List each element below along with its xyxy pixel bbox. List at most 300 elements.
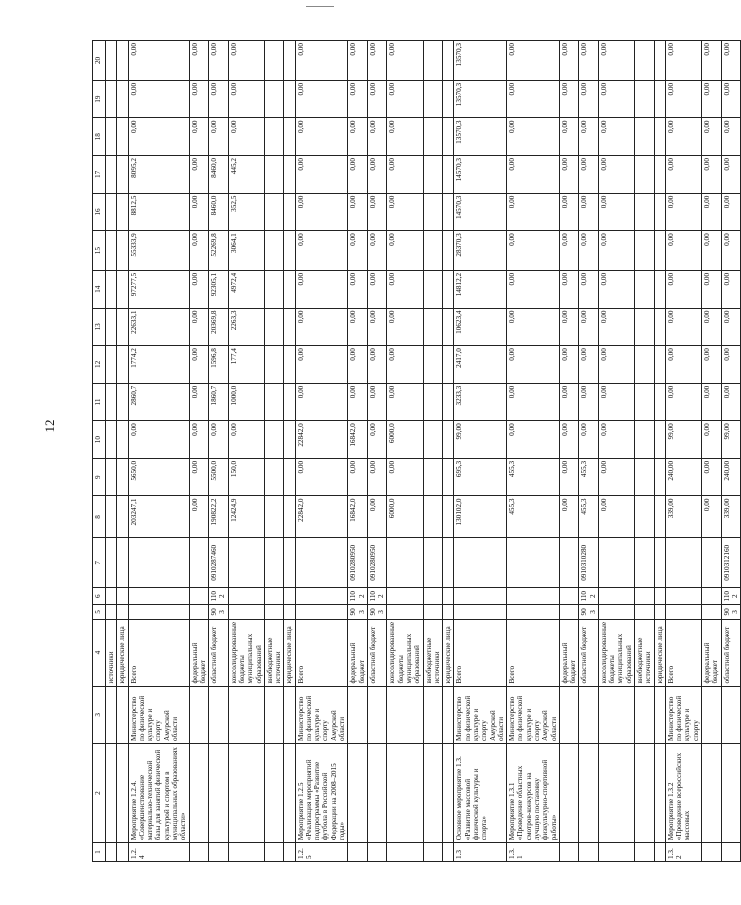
value-cell-col-17: 8460,0 xyxy=(209,156,229,194)
header-cell-5: 5 xyxy=(93,605,106,620)
header-cell-18: 18 xyxy=(93,118,106,156)
value-cell-col-19: 0,00 xyxy=(189,80,209,118)
cell-col-1 xyxy=(117,843,128,862)
cell-col-5: 903 xyxy=(367,605,387,620)
value-cell-col-10: 0,00 xyxy=(579,421,599,459)
cell-col-7 xyxy=(702,538,722,588)
cell-col-1 xyxy=(228,843,264,862)
cell-col-7 xyxy=(228,538,264,588)
table-row xyxy=(117,41,128,862)
value-cell-col-15: 0,00 xyxy=(665,231,701,271)
cell-col-1 xyxy=(264,843,284,862)
table-row xyxy=(106,41,117,862)
cell-col-2 xyxy=(106,743,117,842)
value-cell-col-18: 0,00 xyxy=(228,118,264,156)
value-cell-col-8: 0,00 xyxy=(367,496,387,538)
cell-col-5 xyxy=(284,605,295,620)
cell-col-2 xyxy=(443,743,454,842)
cell-col-5 xyxy=(559,605,579,620)
table-row xyxy=(598,41,634,862)
cell-col-7 xyxy=(295,538,348,588)
value-cell-col-10: 0,00 xyxy=(559,421,579,459)
header-cell-11: 11 xyxy=(93,383,106,421)
cell-col-2: Мероприятие 1.3.2 «Проведение всероссийских массовых xyxy=(665,743,701,842)
value-cell-col-14: 0,00 xyxy=(348,270,368,308)
value-cell-col-11: 0,00 xyxy=(721,383,741,421)
value-cell-col-14: 0,00 xyxy=(367,270,387,308)
value-cell-col-12: 0,00 xyxy=(702,346,722,384)
cell-col-7 xyxy=(117,538,128,588)
cell-col-4: внебюджетные источники xyxy=(264,619,284,686)
value-cell-col-17: 445,2 xyxy=(228,156,264,194)
value-cell-col-14: 0,00 xyxy=(295,270,348,308)
value-cell-col-14 xyxy=(635,270,655,308)
value-cell-col-12: 0,00 xyxy=(665,346,701,384)
value-cell-col-17 xyxy=(264,156,284,194)
cell-col-5 xyxy=(117,605,128,620)
value-cell-col-8: 22842,0 xyxy=(295,496,348,538)
value-cell-col-15: 0,00 xyxy=(507,231,560,271)
value-cell-col-13 xyxy=(654,308,665,346)
cell-col-3 xyxy=(228,686,264,743)
value-cell-col-15: 55333,9 xyxy=(128,231,189,271)
cell-col-3 xyxy=(189,686,209,743)
cell-col-7 xyxy=(443,538,454,588)
cell-col-5 xyxy=(507,605,560,620)
value-cell-col-20 xyxy=(654,41,665,81)
cell-col-4: юридические лица xyxy=(284,619,295,686)
value-cell-col-10: 16842,0 xyxy=(348,421,368,459)
cell-col-2 xyxy=(559,743,579,842)
cell-col-3 xyxy=(702,686,722,743)
value-cell-col-13: 20369,8 xyxy=(209,308,229,346)
value-cell-col-14: 0,00 xyxy=(559,270,579,308)
table-row xyxy=(228,41,264,862)
value-cell-col-19: 0,00 xyxy=(295,80,348,118)
value-cell-col-20: 0,00 xyxy=(367,41,387,81)
value-cell-col-20: 0,00 xyxy=(228,41,264,81)
value-cell-col-11: 2860,7 xyxy=(128,383,189,421)
page-number: 12 xyxy=(42,419,57,433)
cell-col-6 xyxy=(454,588,507,605)
value-cell-col-10 xyxy=(264,421,284,459)
table-row xyxy=(454,41,507,862)
value-cell-col-12: 0,00 xyxy=(598,346,634,384)
value-cell-col-19 xyxy=(284,80,295,118)
value-cell-col-16: 352,5 xyxy=(228,193,264,231)
value-cell-col-13: 0,00 xyxy=(348,308,368,346)
cell-col-1 xyxy=(635,843,655,862)
value-cell-col-12: 2417,0 xyxy=(454,346,507,384)
value-cell-col-18 xyxy=(635,118,655,156)
value-cell-col-19: 0,00 xyxy=(367,80,387,118)
value-cell-col-14 xyxy=(117,270,128,308)
value-cell-col-9 xyxy=(117,458,128,496)
value-cell-col-15: 0,00 xyxy=(598,231,634,271)
cell-col-2 xyxy=(209,743,229,842)
cell-col-6 xyxy=(106,588,117,605)
value-cell-col-8 xyxy=(264,496,284,538)
value-cell-col-18 xyxy=(423,118,443,156)
header-cell-15: 15 xyxy=(93,231,106,271)
value-cell-col-12: 177,4 xyxy=(228,346,264,384)
cell-col-4: областной бюджет xyxy=(209,619,229,686)
value-cell-col-17: 0,00 xyxy=(387,156,423,194)
header-cell-4: 4 xyxy=(93,619,106,686)
value-cell-col-17: 0,00 xyxy=(702,156,722,194)
cell-col-5 xyxy=(106,605,117,620)
cell-col-6: 1102 xyxy=(367,588,387,605)
table-row xyxy=(579,41,599,862)
value-cell-col-19 xyxy=(635,80,655,118)
table-row xyxy=(702,41,722,862)
value-cell-col-20: 0,00 xyxy=(598,41,634,81)
value-cell-col-12 xyxy=(443,346,454,384)
value-cell-col-20: 0,00 xyxy=(348,41,368,81)
cell-col-7 xyxy=(559,538,579,588)
value-cell-col-11 xyxy=(654,383,665,421)
value-cell-col-12 xyxy=(264,346,284,384)
value-cell-col-10: 0,00 xyxy=(228,421,264,459)
value-cell-col-20: 0,00 xyxy=(579,41,599,81)
cell-col-2 xyxy=(579,743,599,842)
value-cell-col-12: 0,00 xyxy=(507,346,560,384)
value-cell-col-11: 0,00 xyxy=(295,383,348,421)
value-cell-col-8 xyxy=(443,496,454,538)
cell-col-6 xyxy=(702,588,722,605)
header-cell-12: 12 xyxy=(93,346,106,384)
value-cell-col-15 xyxy=(654,231,665,271)
cell-col-1: 1.3 xyxy=(454,843,507,862)
value-cell-col-11: 0,00 xyxy=(579,383,599,421)
header-cell-19: 19 xyxy=(93,80,106,118)
table-row xyxy=(284,41,295,862)
cell-col-3 xyxy=(654,686,665,743)
table-row xyxy=(423,41,443,862)
cell-col-4: Всего xyxy=(507,619,560,686)
cell-col-2 xyxy=(284,743,295,842)
value-cell-col-17 xyxy=(423,156,443,194)
value-cell-col-12: 0,00 xyxy=(387,346,423,384)
value-cell-col-17: 0,00 xyxy=(579,156,599,194)
cell-col-1 xyxy=(189,843,209,862)
value-cell-col-14 xyxy=(654,270,665,308)
cell-col-1 xyxy=(443,843,454,862)
value-cell-col-18: 0,00 xyxy=(665,118,701,156)
value-cell-col-10: 99,00 xyxy=(721,421,741,459)
value-cell-col-12: 0,00 xyxy=(367,346,387,384)
cell-col-7 xyxy=(264,538,284,588)
value-cell-col-10: 0,00 xyxy=(128,421,189,459)
value-cell-col-8: 130102,0 xyxy=(454,496,507,538)
value-cell-col-20 xyxy=(284,41,295,81)
value-cell-col-16: 0,00 xyxy=(387,193,423,231)
value-cell-col-17: 0,00 xyxy=(367,156,387,194)
value-cell-col-17 xyxy=(117,156,128,194)
value-cell-col-18 xyxy=(117,118,128,156)
value-cell-col-18: 0,00 xyxy=(702,118,722,156)
value-cell-col-16 xyxy=(635,193,655,231)
cell-col-2 xyxy=(189,743,209,842)
table-row xyxy=(367,41,387,862)
value-cell-col-16: 0,00 xyxy=(295,193,348,231)
value-cell-col-8 xyxy=(635,496,655,538)
table-row xyxy=(209,41,229,862)
value-cell-col-11: 0,00 xyxy=(598,383,634,421)
value-cell-col-17: 0,00 xyxy=(665,156,701,194)
cell-col-1 xyxy=(367,843,387,862)
value-cell-col-10: 99,00 xyxy=(454,421,507,459)
value-cell-col-12 xyxy=(654,346,665,384)
value-cell-col-10: 0,00 xyxy=(209,421,229,459)
cell-col-1: 1.3.2 xyxy=(665,843,701,862)
cell-col-3 xyxy=(209,686,229,743)
value-cell-col-20 xyxy=(106,41,117,81)
cell-col-2 xyxy=(117,743,128,842)
table-row xyxy=(348,41,368,862)
cell-col-2: Мероприятие 1.3.1 «Проведение областных смотров-конкурсов на лучшую постановку физкультурно-спортивной работы» xyxy=(507,743,560,842)
value-cell-col-16 xyxy=(423,193,443,231)
table-row xyxy=(264,41,284,862)
value-cell-col-18 xyxy=(284,118,295,156)
cell-col-7 xyxy=(423,538,443,588)
cell-col-4: Всего xyxy=(295,619,348,686)
cell-col-5 xyxy=(128,605,189,620)
cell-col-2 xyxy=(702,743,722,842)
value-cell-col-14: 0,00 xyxy=(579,270,599,308)
value-cell-col-9 xyxy=(106,458,117,496)
cell-col-5 xyxy=(443,605,454,620)
value-cell-col-9: 5500,0 xyxy=(209,458,229,496)
cell-col-5 xyxy=(295,605,348,620)
value-cell-col-14: 0,00 xyxy=(189,270,209,308)
header-cell-16: 16 xyxy=(93,193,106,231)
cell-col-3 xyxy=(284,686,295,743)
cell-col-5 xyxy=(264,605,284,620)
cell-col-7 xyxy=(635,538,655,588)
value-cell-col-9 xyxy=(635,458,655,496)
value-cell-col-9: 240,00 xyxy=(721,458,741,496)
value-cell-col-14: 14812,2 xyxy=(454,270,507,308)
cell-col-6: 1102 xyxy=(348,588,368,605)
value-cell-col-19: 0,00 xyxy=(702,80,722,118)
cell-col-7: 0910310280 xyxy=(579,538,599,588)
cell-col-6 xyxy=(128,588,189,605)
table-row xyxy=(721,41,741,862)
cell-col-3 xyxy=(117,686,128,743)
cell-col-3 xyxy=(579,686,599,743)
value-cell-col-9: 0,00 xyxy=(348,458,368,496)
value-cell-col-8: 339,00 xyxy=(665,496,701,538)
cell-col-1: 1.2.5 xyxy=(295,843,348,862)
value-cell-col-14 xyxy=(106,270,117,308)
header-cell-8: 8 xyxy=(93,496,106,538)
scan-top-mark xyxy=(306,6,334,7)
cell-col-5 xyxy=(654,605,665,620)
value-cell-col-10: 0,00 xyxy=(598,421,634,459)
value-cell-col-12: 1596,8 xyxy=(209,346,229,384)
value-cell-col-13: 0,00 xyxy=(367,308,387,346)
value-cell-col-19: 13570,3 xyxy=(454,80,507,118)
cell-col-6 xyxy=(654,588,665,605)
value-cell-col-19: 0,00 xyxy=(598,80,634,118)
budget-table xyxy=(92,40,741,862)
value-cell-col-9: 0,00 xyxy=(367,458,387,496)
header-cell-20: 20 xyxy=(93,41,106,81)
value-cell-col-19: 0,00 xyxy=(579,80,599,118)
cell-col-5 xyxy=(189,605,209,620)
cell-col-1 xyxy=(598,843,634,862)
value-cell-col-20 xyxy=(423,41,443,81)
value-cell-col-17: 0,00 xyxy=(507,156,560,194)
value-cell-col-16: 0,00 xyxy=(702,193,722,231)
header-cell-9: 9 xyxy=(93,458,106,496)
value-cell-col-19: 0,00 xyxy=(348,80,368,118)
value-cell-col-18: 0,00 xyxy=(387,118,423,156)
header-cell-3: 3 xyxy=(93,686,106,743)
value-cell-col-19: 0,00 xyxy=(559,80,579,118)
cell-col-5: 903 xyxy=(209,605,229,620)
value-cell-col-11 xyxy=(264,383,284,421)
value-cell-col-20: 0,00 xyxy=(665,41,701,81)
value-cell-col-16: 0,00 xyxy=(579,193,599,231)
value-cell-col-11: 1000,0 xyxy=(228,383,264,421)
value-cell-col-14: 0,00 xyxy=(721,270,741,308)
value-cell-col-15 xyxy=(264,231,284,271)
value-cell-col-11 xyxy=(423,383,443,421)
cell-col-2 xyxy=(598,743,634,842)
value-cell-col-9: 0,00 xyxy=(189,458,209,496)
value-cell-col-16: 0,00 xyxy=(665,193,701,231)
value-cell-col-9 xyxy=(284,458,295,496)
cell-col-2: Основное мероприятие 1.3. «Развитие массовой физической культуры и спорта» xyxy=(454,743,507,842)
value-cell-col-12 xyxy=(117,346,128,384)
value-cell-col-8: 0,00 xyxy=(559,496,579,538)
value-cell-col-19: 0,00 xyxy=(228,80,264,118)
table-body xyxy=(106,41,741,862)
value-cell-col-10: 22842,0 xyxy=(295,421,348,459)
cell-col-4: областной бюджет xyxy=(367,619,387,686)
value-cell-col-15 xyxy=(443,231,454,271)
value-cell-col-15 xyxy=(284,231,295,271)
value-cell-col-18: 0,00 xyxy=(721,118,741,156)
value-cell-col-19 xyxy=(264,80,284,118)
value-cell-col-12: 0,00 xyxy=(721,346,741,384)
cell-col-3: Министерство по физической культуре и спорту xyxy=(665,686,701,743)
cell-col-6 xyxy=(189,588,209,605)
value-cell-col-19: 0,00 xyxy=(387,80,423,118)
value-cell-col-20: 0,00 xyxy=(559,41,579,81)
value-cell-col-18: 0,00 xyxy=(189,118,209,156)
value-cell-col-17 xyxy=(443,156,454,194)
value-cell-col-17 xyxy=(284,156,295,194)
value-cell-col-13: 0,00 xyxy=(387,308,423,346)
cell-col-4: Всего xyxy=(665,619,701,686)
cell-col-1 xyxy=(284,843,295,862)
cell-col-3: Министерство по физической культуре и спорту Амурской области xyxy=(295,686,348,743)
cell-col-4: Всего xyxy=(128,619,189,686)
value-cell-col-18: 0,00 xyxy=(209,118,229,156)
value-cell-col-11: 1860,7 xyxy=(209,383,229,421)
value-cell-col-9: 695,3 xyxy=(454,458,507,496)
cell-col-3 xyxy=(598,686,634,743)
cell-col-3 xyxy=(721,686,741,743)
table-row xyxy=(128,41,189,862)
value-cell-col-20: 0,00 xyxy=(702,41,722,81)
value-cell-col-14: 0,00 xyxy=(507,270,560,308)
cell-col-3 xyxy=(348,686,368,743)
cell-col-6 xyxy=(507,588,560,605)
cell-col-1 xyxy=(559,843,579,862)
cell-col-5 xyxy=(228,605,264,620)
cell-col-1 xyxy=(387,843,423,862)
value-cell-col-16: 0,00 xyxy=(367,193,387,231)
value-cell-col-16: 8812,5 xyxy=(128,193,189,231)
value-cell-col-10 xyxy=(654,421,665,459)
value-cell-col-10: 6000,0 xyxy=(387,421,423,459)
value-cell-col-20 xyxy=(635,41,655,81)
value-cell-col-18: 0,00 xyxy=(367,118,387,156)
value-cell-col-14: 0,00 xyxy=(702,270,722,308)
cell-col-2 xyxy=(423,743,443,842)
value-cell-col-13: 0,00 xyxy=(579,308,599,346)
value-cell-col-12: 1774,2 xyxy=(128,346,189,384)
value-cell-col-9: 0,00 xyxy=(702,458,722,496)
cell-col-3: Министерство по физической культуре и спорту Амурской области xyxy=(454,686,507,743)
cell-col-1: 1.3.1 xyxy=(507,843,560,862)
value-cell-col-15: 0,00 xyxy=(295,231,348,271)
value-cell-col-9: 0,00 xyxy=(598,458,634,496)
cell-col-1 xyxy=(721,843,741,862)
value-cell-col-16: 0,00 xyxy=(189,193,209,231)
value-cell-col-17 xyxy=(654,156,665,194)
value-cell-col-18: 0,00 xyxy=(559,118,579,156)
value-cell-col-17: 0,00 xyxy=(721,156,741,194)
value-cell-col-11 xyxy=(117,383,128,421)
value-cell-col-18: 0,00 xyxy=(507,118,560,156)
value-cell-col-18 xyxy=(106,118,117,156)
value-cell-col-9: 0,00 xyxy=(387,458,423,496)
value-cell-col-8: 455,3 xyxy=(579,496,599,538)
value-cell-col-16 xyxy=(284,193,295,231)
value-cell-col-17: 14570,3 xyxy=(454,156,507,194)
cell-col-3 xyxy=(387,686,423,743)
value-cell-col-16: 0,00 xyxy=(348,193,368,231)
value-cell-col-9: 240,00 xyxy=(665,458,701,496)
cell-col-6 xyxy=(423,588,443,605)
value-cell-col-8: 0,00 xyxy=(702,496,722,538)
cell-col-7 xyxy=(454,538,507,588)
value-cell-col-15 xyxy=(117,231,128,271)
value-cell-col-8 xyxy=(654,496,665,538)
value-cell-col-12: 0,00 xyxy=(295,346,348,384)
value-cell-col-11: 3233,3 xyxy=(454,383,507,421)
cell-col-1 xyxy=(579,843,599,862)
cell-col-5 xyxy=(702,605,722,620)
cell-col-2 xyxy=(348,743,368,842)
header-cell-10: 10 xyxy=(93,421,106,459)
value-cell-col-10 xyxy=(117,421,128,459)
cell-col-4: внебюджетные источники xyxy=(423,619,443,686)
value-cell-col-17: 0,00 xyxy=(295,156,348,194)
value-cell-col-9 xyxy=(423,458,443,496)
value-cell-col-19 xyxy=(117,80,128,118)
value-cell-col-17: 0,00 xyxy=(189,156,209,194)
cell-col-4: Всего xyxy=(454,619,507,686)
value-cell-col-13: 0,00 xyxy=(189,308,209,346)
cell-col-3 xyxy=(106,686,117,743)
cell-col-3 xyxy=(635,686,655,743)
